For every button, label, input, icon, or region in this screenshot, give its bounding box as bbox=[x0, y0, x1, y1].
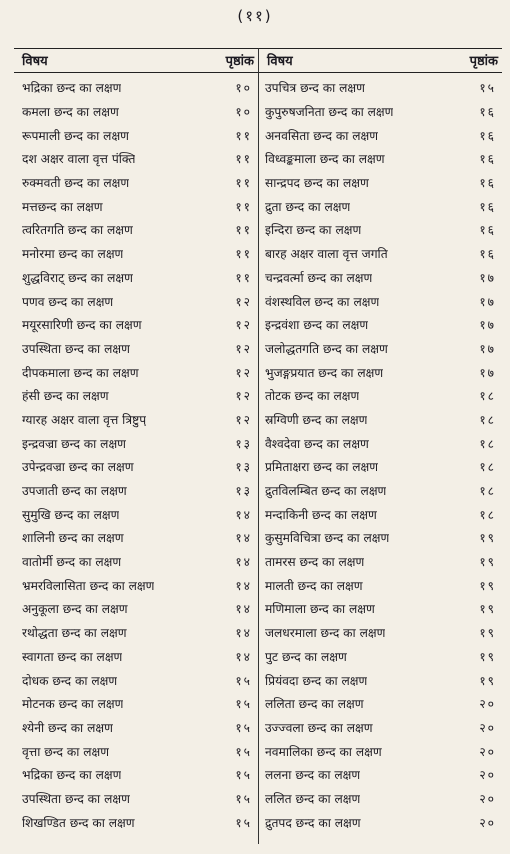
toc-entry-row bbox=[259, 337, 502, 361]
right-column bbox=[259, 48, 502, 834]
toc-entry-row bbox=[14, 147, 258, 171]
entry-topic: प्रियंवदा छन्द का लक्षण bbox=[265, 673, 368, 688]
entry-topic: ललना छन्द का लक्षण bbox=[265, 768, 361, 783]
entry-topic: प्रमिताक्षरा छन्द का लक्षण bbox=[265, 460, 379, 475]
entry-topic: उपस्थिता छन्द का लक्षण bbox=[22, 791, 130, 806]
toc-entry-row bbox=[259, 645, 502, 669]
entry-page-number: ११ bbox=[235, 199, 252, 214]
entry-page-number: १२ bbox=[235, 365, 252, 380]
entry-topic: दोधक छन्द का लक्षण bbox=[22, 673, 118, 688]
entry-topic: उज्ज्वला छन्द का लक्षण bbox=[265, 720, 373, 735]
toc-entry-row bbox=[14, 360, 258, 384]
entry-page-number: १८ bbox=[479, 412, 496, 427]
entry-topic: मनोरमा छन्द का लक्षण bbox=[22, 247, 124, 262]
entry-topic: वृत्ता छन्द का लक्षण bbox=[22, 744, 110, 759]
entry-page-number: १३ bbox=[235, 460, 252, 475]
entry-topic: कुसुमविचित्रा छन्द का लक्षण bbox=[265, 531, 390, 546]
toc-entry-row bbox=[14, 408, 258, 432]
entry-page-number: १९ bbox=[479, 673, 496, 688]
toc-entry-row bbox=[259, 123, 502, 147]
toc-entry-row bbox=[259, 431, 502, 455]
entry-page-number: १७ bbox=[479, 270, 496, 285]
entry-topic: भद्रिका छन्द का लक्षण bbox=[22, 768, 122, 783]
toc-entry-row bbox=[14, 479, 258, 503]
toc-entry-row bbox=[14, 645, 258, 669]
entry-page-number: ११ bbox=[235, 128, 252, 143]
entry-topic: कुपुरुषजनिता छन्द का लक्षण bbox=[265, 105, 394, 120]
entry-page-number: १८ bbox=[479, 507, 496, 522]
toc-entry-row bbox=[259, 716, 502, 740]
entry-topic: भ्रमरविलासिता छन्द का लक्षण bbox=[22, 578, 155, 593]
entry-topic: द्रुता छन्द का लक्षण bbox=[265, 199, 351, 214]
entry-topic: पणव छन्द का लक्षण bbox=[22, 294, 114, 309]
toc-entry-row bbox=[259, 739, 502, 763]
entry-topic: मालती छन्द का लक्षण bbox=[265, 578, 363, 593]
entry-topic: जलोद्धतगति छन्द का लक्षण bbox=[265, 341, 388, 356]
toc-entry-row bbox=[14, 218, 258, 242]
entry-page-number: १२ bbox=[235, 318, 252, 333]
right-entry-list bbox=[259, 72, 502, 834]
entry-page-number: ११ bbox=[235, 223, 252, 238]
toc-entry-row bbox=[14, 337, 258, 361]
entry-page-number: २० bbox=[479, 697, 496, 712]
toc-entry-row bbox=[259, 313, 502, 337]
toc-entry-row bbox=[259, 289, 502, 313]
toc-entry-row bbox=[259, 360, 502, 384]
entry-page-number: १७ bbox=[479, 365, 496, 380]
entry-topic: द्रुतपद छन्द का लक्षण bbox=[265, 815, 361, 830]
toc-entry-row bbox=[14, 716, 258, 740]
entry-page-number: १८ bbox=[479, 484, 496, 499]
entry-topic: मोटनक छन्द का लक्षण bbox=[22, 697, 124, 712]
toc-entry-row bbox=[259, 573, 502, 597]
toc-entry-row bbox=[14, 431, 258, 455]
entry-page-number: ११ bbox=[235, 247, 252, 262]
toc-entry-row bbox=[14, 76, 258, 100]
entry-page-number: १५ bbox=[479, 81, 496, 96]
entry-topic: तोटक छन्द का लक्षण bbox=[265, 389, 360, 404]
entry-page-number: १६ bbox=[479, 223, 496, 238]
entry-topic: बारह अक्षर वाला वृत्त जगति bbox=[265, 247, 388, 262]
entry-page-number: १९ bbox=[479, 649, 496, 664]
entry-page-number: १४ bbox=[235, 507, 252, 522]
toc-entry-row bbox=[259, 787, 502, 811]
entry-page-number: १० bbox=[235, 105, 252, 120]
entry-page-number: १२ bbox=[235, 389, 252, 404]
entry-topic: अनुकूला छन्द का लक्षण bbox=[22, 602, 128, 617]
entry-page-number: १६ bbox=[479, 199, 496, 214]
entry-topic: तामरस छन्द का लक्षण bbox=[265, 555, 365, 570]
toc-entry-row bbox=[14, 810, 258, 834]
entry-topic: शिखण्डित छन्द का लक्षण bbox=[22, 815, 135, 830]
entry-page-number: २० bbox=[479, 744, 496, 759]
entry-page-number: २० bbox=[479, 815, 496, 830]
toc-entry-row bbox=[259, 597, 502, 621]
entry-page-number: १५ bbox=[235, 768, 252, 783]
toc-entry-row bbox=[259, 100, 502, 124]
entry-topic: उपेन्द्रवज्रा छन्द का लक्षण bbox=[22, 460, 134, 475]
entry-topic: ग्यारह अक्षर वाला वृत्त त्रिष्टुप् bbox=[22, 412, 147, 427]
entry-page-number: १५ bbox=[235, 791, 252, 806]
entry-page-number: १९ bbox=[479, 626, 496, 641]
toc-entry-row bbox=[14, 384, 258, 408]
entry-page-number: १९ bbox=[479, 602, 496, 617]
entry-page-number: ११ bbox=[235, 152, 252, 167]
entry-page-number: २० bbox=[479, 720, 496, 735]
entry-page-number: ११ bbox=[235, 270, 252, 285]
toc-entry-row bbox=[14, 313, 258, 337]
entry-topic: मत्तछन्द का लक्षण bbox=[22, 199, 103, 214]
toc-entry-row bbox=[259, 408, 502, 432]
toc-entry-row bbox=[14, 171, 258, 195]
toc-entry-row bbox=[259, 479, 502, 503]
entry-page-number: १५ bbox=[235, 673, 252, 688]
toc-entry-row bbox=[14, 100, 258, 124]
toc-entry-row bbox=[259, 763, 502, 787]
entry-topic: भुजङ्गप्रयात छन्द का लक्षण bbox=[265, 365, 384, 380]
toc-entry-row bbox=[14, 621, 258, 645]
toc-entry-row bbox=[14, 739, 258, 763]
toc-entry-row bbox=[14, 526, 258, 550]
toc-entry-row bbox=[259, 550, 502, 574]
entry-topic: वंशस्थविल छन्द का लक्षण bbox=[265, 294, 380, 309]
entry-topic: इन्द्रवज्रा छन्द का लक्षण bbox=[22, 436, 126, 451]
entry-page-number: १६ bbox=[479, 105, 496, 120]
entry-topic: त्वरितगति छन्द का लक्षण bbox=[22, 223, 133, 238]
entry-page-number: १२ bbox=[235, 294, 252, 309]
entry-page-number: १७ bbox=[479, 318, 496, 333]
entry-page-number: १८ bbox=[479, 460, 496, 475]
entry-topic: वैश्वदेवा छन्द का लक्षण bbox=[265, 436, 369, 451]
toc-entry-row bbox=[14, 787, 258, 811]
left-header-row bbox=[14, 48, 258, 72]
entry-page-number: १५ bbox=[235, 697, 252, 712]
entry-topic: इन्दिरा छन्द का लक्षण bbox=[265, 223, 362, 238]
toc-entry-row bbox=[259, 502, 502, 526]
entry-topic: रूपमाली छन्द का लक्षण bbox=[22, 128, 129, 143]
entry-page-number: १६ bbox=[479, 176, 496, 191]
entry-topic: ललिता छन्द का लक्षण bbox=[265, 697, 364, 712]
entry-page-number: १३ bbox=[235, 436, 252, 451]
toc-entry-row bbox=[259, 692, 502, 716]
entry-topic: शालिनी छन्द का लक्षण bbox=[22, 531, 124, 546]
entry-topic: मणिमाला छन्द का लक्षण bbox=[265, 602, 375, 617]
entry-page-number: १७ bbox=[479, 294, 496, 309]
entry-page-number: १९ bbox=[479, 531, 496, 546]
entry-topic: मयूरसारिणी छन्द का लक्षण bbox=[22, 318, 142, 333]
entry-topic: शुद्धविराट् छन्द का लक्षण bbox=[22, 270, 133, 285]
toc-entry-row bbox=[259, 147, 502, 171]
entry-page-number: १५ bbox=[235, 720, 252, 735]
toc-entry-row bbox=[14, 597, 258, 621]
entry-topic: ललित छन्द का लक्षण bbox=[265, 791, 361, 806]
entry-topic: उपजाती छन्द का लक्षण bbox=[22, 484, 127, 499]
entry-topic: पुट छन्द का लक्षण bbox=[265, 649, 347, 664]
toc-entry-row bbox=[14, 242, 258, 266]
toc-entry-row bbox=[259, 218, 502, 242]
entry-topic: हंसी छन्द का लक्षण bbox=[22, 389, 109, 404]
toc-entry-row bbox=[14, 668, 258, 692]
entry-page-number: १४ bbox=[235, 602, 252, 617]
entry-topic: उपस्थिता छन्द का लक्षण bbox=[22, 341, 130, 356]
entry-topic: वातोर्मी छन्द का लक्षण bbox=[22, 555, 122, 570]
toc-entry-row bbox=[259, 266, 502, 290]
toc-entry-row bbox=[14, 573, 258, 597]
entry-topic: भद्रिका छन्द का लक्षण bbox=[22, 81, 122, 96]
entry-page-number: १२ bbox=[235, 341, 252, 356]
entry-page-number: १६ bbox=[479, 247, 496, 262]
entry-page-number: १४ bbox=[235, 578, 252, 593]
entry-topic: स्वागता छन्द का लक्षण bbox=[22, 649, 123, 664]
entry-topic: अनवसिता छन्द का लक्षण bbox=[265, 128, 379, 143]
toc-entry-row bbox=[259, 526, 502, 550]
entry-page-number: १५ bbox=[235, 815, 252, 830]
toc-entry-row bbox=[14, 692, 258, 716]
entry-page-number: १४ bbox=[235, 555, 252, 570]
toc-entry-row bbox=[14, 194, 258, 218]
entry-page-number: १५ bbox=[235, 744, 252, 759]
entry-page-number: ११ bbox=[235, 176, 252, 191]
toc-entry-row bbox=[259, 455, 502, 479]
toc-entry-row bbox=[14, 123, 258, 147]
toc-entry-row bbox=[259, 384, 502, 408]
entry-topic: दश अक्षर वाला वृत्त पंक्ति bbox=[22, 152, 136, 167]
toc-entry-row bbox=[14, 550, 258, 574]
entry-page-number: १७ bbox=[479, 341, 496, 356]
entry-page-number: १३ bbox=[235, 484, 252, 499]
left-subject-heading: विषय bbox=[22, 54, 48, 69]
toc-entry-row bbox=[14, 266, 258, 290]
entry-page-number: १९ bbox=[479, 578, 496, 593]
entry-topic: जलधरमाला छन्द का लक्षण bbox=[265, 626, 386, 641]
left-page-heading: पृष्ठांक bbox=[225, 54, 254, 69]
entry-topic: इन्द्रवंशा छन्द का लक्षण bbox=[265, 318, 369, 333]
right-header-row bbox=[259, 48, 502, 72]
left-entry-list bbox=[14, 72, 258, 834]
entry-topic: स्रग्विणी छन्द का लक्षण bbox=[265, 412, 368, 427]
toc-entry-row bbox=[259, 668, 502, 692]
entry-topic: सुमुखि छन्द का लक्षण bbox=[22, 507, 120, 522]
entry-topic: रुक्मवती छन्द का लक्षण bbox=[22, 176, 130, 191]
entry-page-number: १४ bbox=[235, 626, 252, 641]
entry-topic: मन्दाकिनी छन्द का लक्षण bbox=[265, 507, 377, 522]
toc-entry-row bbox=[14, 289, 258, 313]
entry-page-number: १२ bbox=[235, 412, 252, 427]
entry-page-number: १४ bbox=[235, 649, 252, 664]
toc-entry-row bbox=[14, 455, 258, 479]
toc-entry-row bbox=[259, 171, 502, 195]
toc-entry-row bbox=[259, 194, 502, 218]
entry-topic: चन्द्रवर्त्मा छन्द का लक्षण bbox=[265, 270, 373, 285]
toc-entry-row bbox=[259, 810, 502, 834]
toc-entry-row bbox=[14, 502, 258, 526]
right-subject-heading: विषय bbox=[267, 54, 293, 69]
entry-topic: द्रुतविलम्बित छन्द का लक्षण bbox=[265, 484, 387, 499]
entry-page-number: १६ bbox=[479, 128, 496, 143]
toc-entry-row bbox=[259, 76, 502, 100]
entry-topic: कमला छन्द का लक्षण bbox=[22, 105, 119, 120]
entry-page-number: १४ bbox=[235, 531, 252, 546]
entry-page-number: २० bbox=[479, 791, 496, 806]
left-column bbox=[14, 48, 258, 834]
right-page-heading: पृष्ठांक bbox=[469, 54, 498, 69]
entry-topic: उपचित्र छन्द का लक्षण bbox=[265, 81, 365, 96]
toc-entry-row bbox=[14, 763, 258, 787]
entry-topic: सान्द्रपद छन्द का लक्षण bbox=[265, 176, 369, 191]
entry-topic: दीपकमाला छन्द का लक्षण bbox=[22, 365, 139, 380]
toc-entry-row bbox=[259, 621, 502, 645]
entry-topic: रथोद्धता छन्द का लक्षण bbox=[22, 626, 127, 641]
toc-entry-row bbox=[259, 242, 502, 266]
entry-page-number: १६ bbox=[479, 152, 496, 167]
entry-page-number: १९ bbox=[479, 555, 496, 570]
entry-page-number: १८ bbox=[479, 436, 496, 451]
page-number: (११) bbox=[237, 7, 273, 25]
entry-page-number: १० bbox=[235, 81, 252, 96]
entry-topic: श्येनी छन्द का लक्षण bbox=[22, 720, 113, 735]
entry-topic: नवमालिका छन्द का लक्षण bbox=[265, 744, 382, 759]
entry-topic: विध्वङ्कमाला छन्द का लक्षण bbox=[265, 152, 385, 167]
entry-page-number: २० bbox=[479, 768, 496, 783]
entry-page-number: १८ bbox=[479, 389, 496, 404]
